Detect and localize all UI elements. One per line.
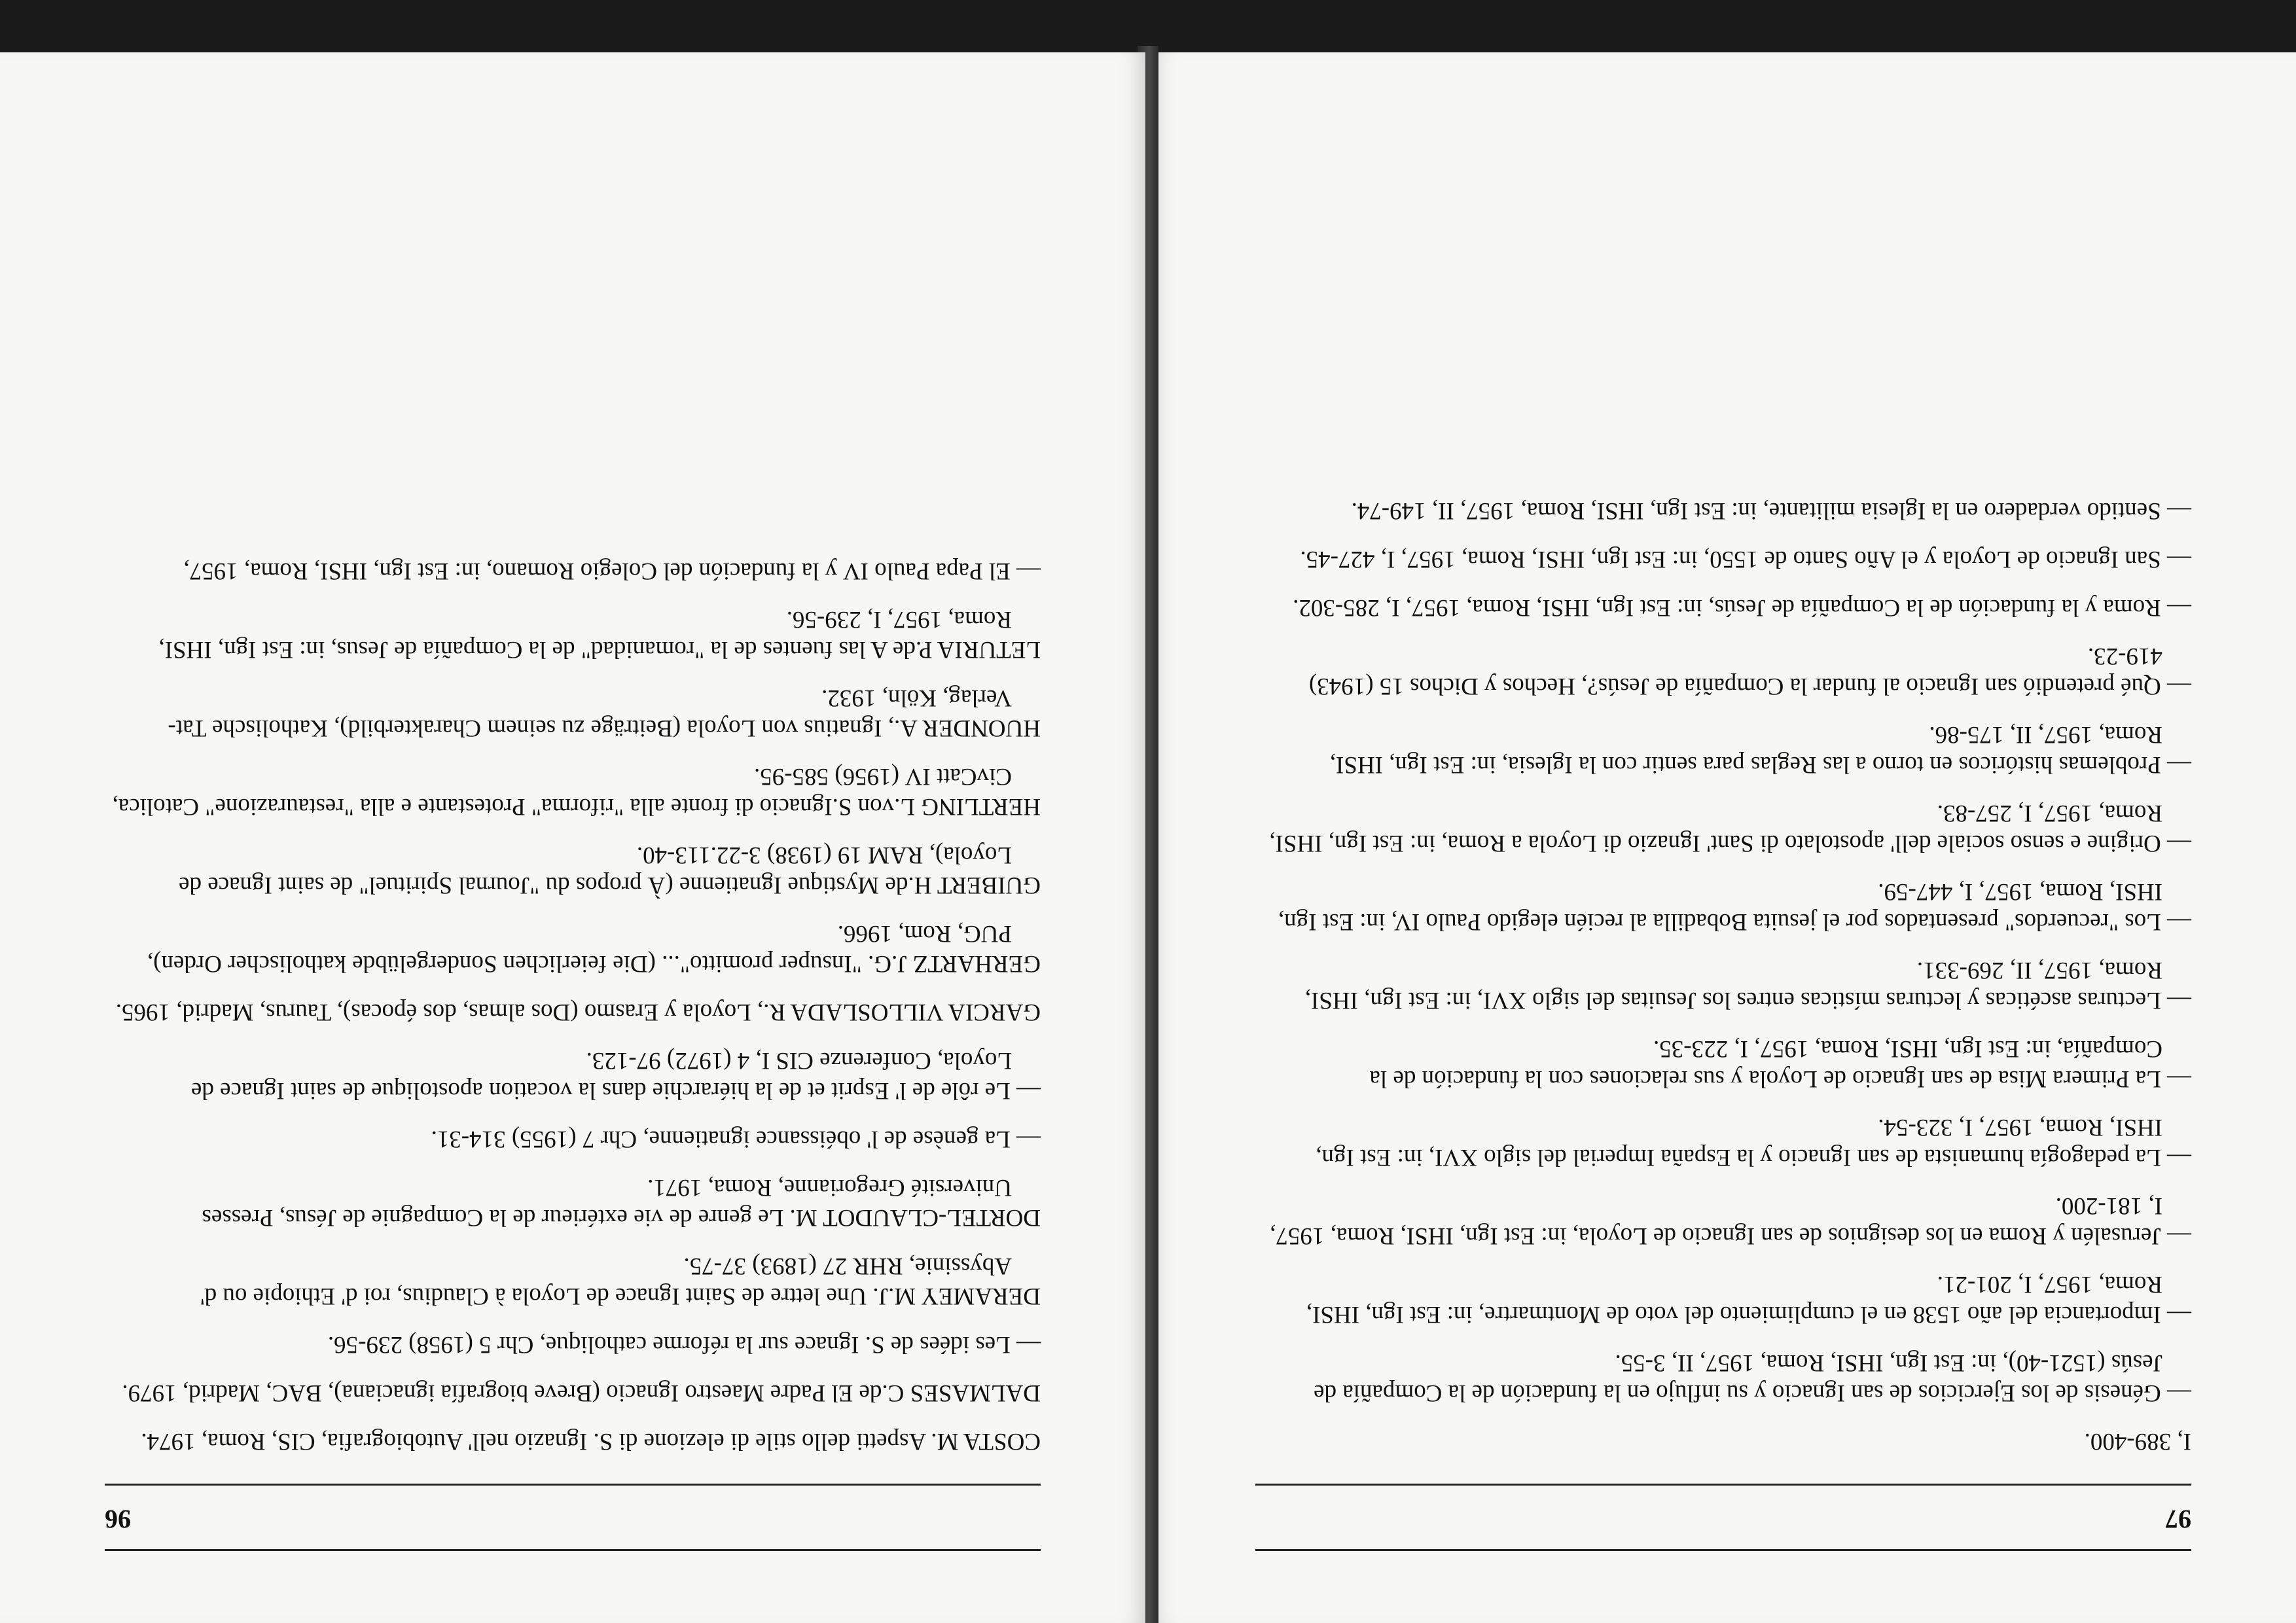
- list-item: GARCIA VILLOSLADA R., Loyola y Erasmo (Dos almas, dos épocas), Taurus, Madrid, 1965.: [115, 999, 1041, 1026]
- list-item: — Les idées de S. Ignace sur la réforme catholique, Chr 5 (1958) 239-56.: [327, 1331, 1041, 1358]
- list-item: DALMASES C.de El Padre Maestro Ignacio (Breve biografía ignaciana), BAC, Madrid, 1979.: [122, 1380, 1041, 1406]
- list-item: DORTEL-CLAUDOT M. Le genre de vie extérieur de la Compagnie de Jésus, Presses Université Gregorianne, Roma, 1971.: [202, 1174, 1041, 1231]
- list-item: — La pedagogía humanista de san Ignacio y la España Imperial del siglo XVI, in: Est Ign, IHSI, Roma, 1957, I, 323-54.: [1316, 1114, 2191, 1171]
- list-item: GUIBERT H.de Mystique Ignatienne (À propos du "Journal Spirituel" de saint Ignace de Loyola), RAM 19 (1938) 3-22.113-40.: [179, 842, 1041, 899]
- list-item: GERHARTZ J.G. "Insuper promitto"... (Die feierlichen Sondergelübde katholischer Orden), PUG, Rom, 1966.: [147, 920, 1041, 977]
- list-item: — Le rôle de l' Esprit et de la hiérarchie dans la vocation apostolique de saint Ignace de Loyola, Conferenze CIS I, 4 (1972) 97-123.: [190, 1047, 1041, 1104]
- list-item: — El Papa Paulo IV y la fundación del Colegio Romano, in: Est Ign, IHSI, Roma, 1957,: [183, 558, 1041, 584]
- list-item: LETURIA P.de A las fuentes de la "romanidad" de la Compañía de Jesus, in: Est Ign, IHSI, Roma, 1957, I, 239-56.: [158, 606, 1041, 663]
- list-item: — Problemas históricos en torno a las Reglas para sentir con la Iglesia, in: Est Ign, IHSI, Roma, 1957, II, 175-86.: [1329, 721, 2191, 778]
- list-item: — Jerusalén y Roma en los designios de san Ignacio de Loyola, in: Est Ign, IHSI, Roma, 1957, I, 181-200.: [1270, 1192, 2191, 1249]
- bibliography-list: [111, 537, 1041, 1456]
- page-97: [1151, 52, 2296, 1623]
- list-item: DERAMEY M.J. Une lettre de Saint Ignace de Loyola à Claudius, roi d' Ethiopie ou d' Abyssinie, RHR 27 (1893) 37-75.: [200, 1253, 1041, 1310]
- header-rule-top: [1255, 1549, 2191, 1551]
- header-rule-bottom: [105, 1484, 1041, 1486]
- list-item: — Los "recuerdos" presentados por el jesuita Bobadilla al recién elegido Paulo IV, in: Est Ign, IHSI, Roma, 1957, I, 447-59.: [1278, 878, 2191, 935]
- list-item: — La Primera Misa de san Ignacio de Loyola y sus relaciones con la fundación de la Compañía, in: Est Ign, IHSI, Roma, 1957, I, 223-35.: [1369, 1035, 2191, 1092]
- page-number: 96: [105, 1505, 131, 1534]
- list-item: — Qué pretendió san Ignacio al fundar la Compañía de Jesús?, Hechos y Dichos 15 (1943) 419-23.: [1308, 643, 2191, 700]
- list-item: I, 389-400.: [2084, 1428, 2191, 1455]
- page-number: 97: [2165, 1505, 2191, 1534]
- list-item: HERTLING L.von S.Ignacio di fronte alla "riforma" Protestante e alla "restaurazione" Catolica, CivCatt IV (1956) 585-95.: [112, 763, 1041, 820]
- list-item: HUONDER A., Ignatius von Loyola (Beiträge zu seinem Charakterbild), Katholische Tat-Verlag, Köln, 1932.: [168, 685, 1041, 741]
- list-item: — Lecturas ascéticas y lecturas místicas entres los Jesuitas del siglo XVI, in: Est Ign, IHSI, Roma, 1957, II, 269-331.: [1304, 957, 2191, 1014]
- list-item: — Génesis de los Ejercicios de san Ignacio y su influjo en la fundación de la Compañía de Jesús (1521-40), in: Est Ign, IHSI, Roma, 1957, II, 3-55.: [1314, 1349, 2191, 1406]
- list-item: — La genèse de l' obéissance ignatienne, Chr 7 (1955) 314-31.: [431, 1126, 1041, 1152]
- list-item: — Sentido verdadero en la Iglesia militante, in: Est Ign, IHSI, Roma, 1957, II, 149-74.: [1351, 497, 2191, 524]
- list-item: COSTA M. Aspetti dello stile di elezione di S. Ignazio nell' Autobiografia, CIS, Roma, 1974.: [141, 1428, 1041, 1455]
- list-item: — Importancia del año 1538 en el cumplimiento del voto de Montmartre, in: Est Ign, IHSI, Roma, 1957, I, 201-21.: [1306, 1271, 2191, 1328]
- page-96: [0, 52, 1145, 1623]
- list-item: — Roma y la fundación de la Compañía de Jesús, in: Est Ign, IHSI, Roma, 1957, I, 285-302.: [1293, 594, 2191, 621]
- header-rule-top: [105, 1549, 1041, 1551]
- header-rule-bottom: [1255, 1484, 2191, 1486]
- bibliography-list: [1262, 477, 2191, 1456]
- list-item: — San Ignacio de Loyola y el Año Santo de 1550, in: Est Ign, IHSI, Roma, 1957, I, 427-45.: [1300, 546, 2191, 573]
- list-item: — Origine e senso sociale dell' apostolato di Sant' Ignazio di Loyola a Roma, in: Est Ign, IHSI, Roma, 1957, I, 257-83.: [1269, 800, 2191, 857]
